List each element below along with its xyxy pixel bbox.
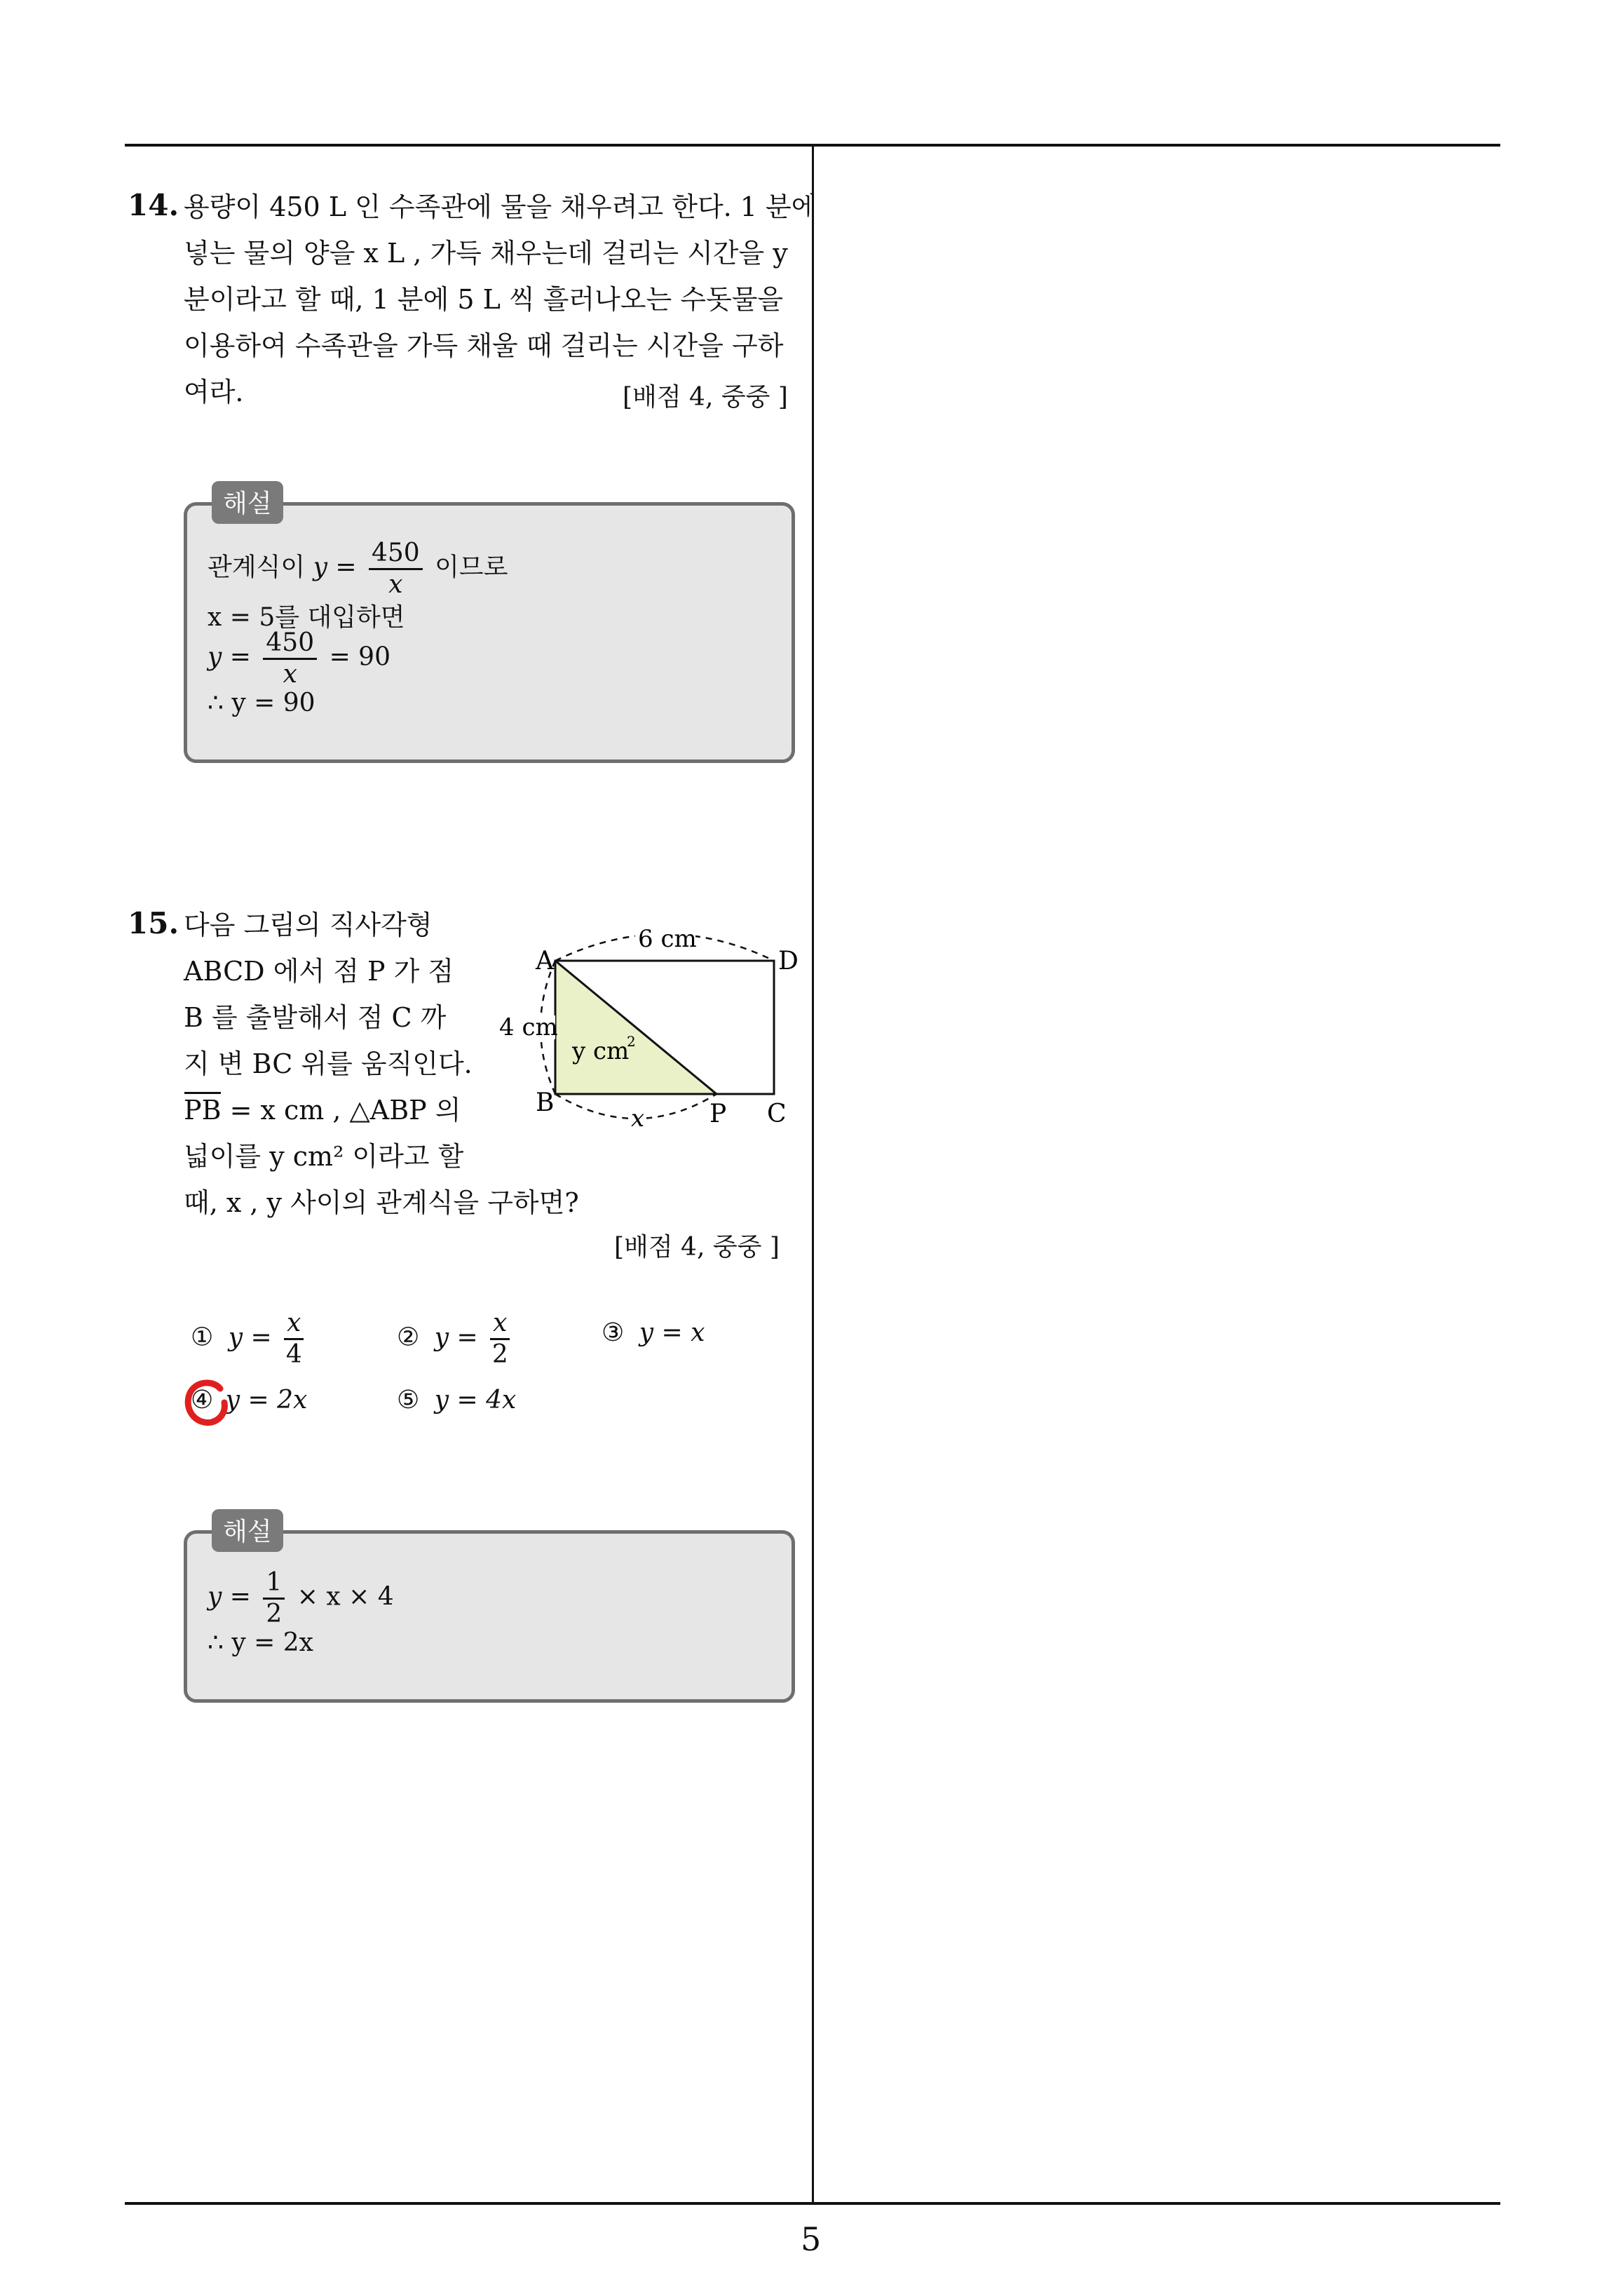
question-line: 다음 그림의 직사각형 (184, 910, 433, 940)
choice-1[interactable] (191, 1309, 308, 1370)
math: y = 2x (225, 1386, 308, 1414)
fraction (369, 539, 423, 600)
text: 이므로 (435, 553, 508, 582)
question-line: 지 변 BC 위를 움직인다. (184, 1048, 473, 1079)
label-A: A (536, 947, 554, 975)
label-D: D (778, 947, 799, 975)
question-line: 이용하여 수족관을 가득 채울 때 걸리는 시간을 구하 (184, 330, 784, 361)
explanation-line-3 (208, 628, 391, 689)
explanation-tag: 해설 (212, 1509, 283, 1552)
label-bottom-length: x (631, 1105, 645, 1133)
fraction (284, 1309, 304, 1370)
denominator: 4 (285, 1340, 302, 1369)
question-line: ABCD 에서 점 P 가 점 (184, 956, 454, 987)
denominator: 2 (266, 1600, 283, 1628)
choice-marker: ⑤ (397, 1386, 420, 1414)
page-number: 5 (801, 2220, 822, 2258)
label-top-length: 6 cm (638, 925, 697, 953)
math: y = (434, 1323, 478, 1352)
numerator: x (284, 1309, 304, 1340)
explanation-line-2: x = 5를 대입하면 (208, 603, 405, 632)
explanation-tag: 해설 (212, 481, 283, 524)
fraction (490, 1309, 510, 1370)
label-B: B (536, 1088, 555, 1117)
question-line: 때, x , y 사이의 관계식을 구하면? (184, 1187, 579, 1218)
math: y = (228, 1323, 272, 1352)
overline-PB (184, 1092, 221, 1094)
choice-marker: ④ (191, 1386, 214, 1414)
numerator: 450 (369, 539, 423, 570)
score-meta: [배점 4, 중중 ] (623, 383, 788, 412)
score-meta: [배점 4, 중중 ] (614, 1233, 780, 1262)
math: y = (208, 1582, 251, 1612)
answer-circle-stroke (188, 1383, 224, 1423)
label-left-length: 4 cm (499, 1013, 558, 1041)
numerator: x (490, 1309, 510, 1340)
denominator: 2 (491, 1340, 508, 1369)
fraction (263, 628, 317, 689)
answer-circle-icon (177, 1372, 240, 1435)
choice-3[interactable] (602, 1318, 705, 1347)
math: y = (313, 553, 357, 582)
explanation-line-1 (208, 539, 508, 600)
explanation-line-1 (208, 1568, 394, 1629)
question-line: 넣는 물의 양을 x L , 가득 채우는데 걸리는 시간을 y (184, 238, 788, 269)
text: = 90 (329, 642, 391, 672)
question-line: 용량이 450 L 인 수족관에 물을 채우려고 한다. 1 분에 (184, 191, 817, 222)
choice-5[interactable] (397, 1386, 516, 1414)
denominator: x (388, 570, 403, 599)
question-number: 14. (128, 188, 179, 222)
choice-marker: ③ (602, 1318, 625, 1347)
label-P: P (709, 1100, 727, 1128)
question-line: 분이라고 할 때, 1 분에 5 L 씩 흘러나오는 수돗물을 (184, 284, 784, 315)
math: y = 4x (434, 1386, 517, 1414)
text: 관계식이 (208, 553, 306, 582)
numerator: 1 (263, 1568, 285, 1600)
choice-2[interactable] (397, 1309, 514, 1370)
denominator: x (283, 660, 297, 689)
question-number: 15. (128, 906, 179, 940)
label-C: C (767, 1100, 787, 1128)
explanation-line-4: ∴ y = 90 (208, 689, 315, 717)
choice-marker: ② (397, 1323, 420, 1352)
numerator: 450 (263, 628, 317, 660)
question-line: PB = x cm , △ABP 의 (184, 1095, 461, 1126)
fraction (263, 1568, 285, 1629)
label-area: y cm (572, 1037, 630, 1065)
math: y = x (639, 1318, 705, 1347)
question-line: 여라. (184, 377, 244, 407)
question-line: B 를 출발해서 점 C 까 (184, 1002, 447, 1033)
choice-marker: ① (191, 1323, 214, 1352)
rectangle-figure (491, 912, 799, 1143)
math: y = (208, 642, 251, 672)
math: × x × 4 (297, 1582, 394, 1612)
explanation-line-2: ∴ y = 2x (208, 1628, 313, 1657)
label-area-sup: 2 (627, 1033, 636, 1050)
column-divider (812, 144, 814, 2204)
question-line: 넓이를 y cm² 이라고 할 (184, 1141, 464, 1172)
